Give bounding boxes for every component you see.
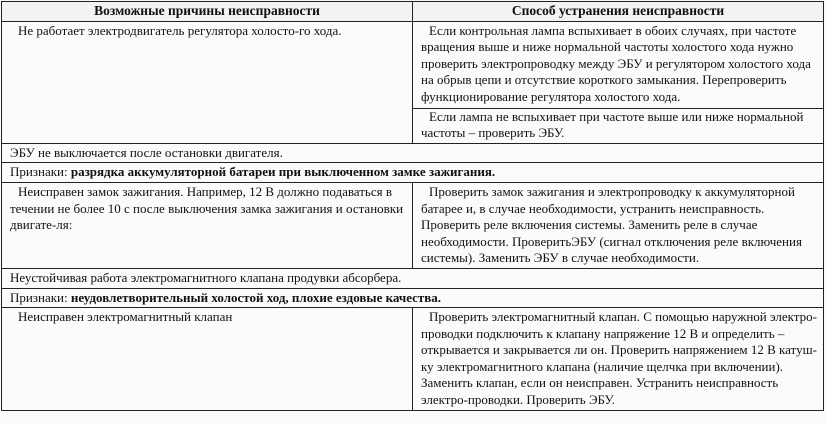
- cause-text: Не работает электродвигатель регулятора холосто-го хода.: [18, 22, 342, 38]
- cause-cell: [2, 21, 413, 143]
- remedy-cell: [413, 308, 824, 411]
- header-causes: Возможные причины неисправности: [2, 2, 413, 22]
- section-title: Неустойчивая работа электромагнитного клапана продувки абсорбера.: [2, 268, 824, 288]
- table-row: [2, 21, 824, 143]
- table-row: [2, 182, 824, 268]
- signs-label: Признаки:: [10, 164, 71, 180]
- remedy-text: Если лампа не вспыхивает при частоте выше или ниже нормальной частоты – проверить ЭБУ.: [421, 108, 804, 141]
- remedy-text: Если контрольная лампа вспыхивает в обоих случаях, при частоте вращения выше и ниже нормальной частоты холостого хода нужно проверить электропроводку между ЭБУ и регулятором холостого хода на обрыв цепи и отсутствие короткого замыкания. Перепроверить функционирование регулятора холостого хода.: [421, 22, 811, 104]
- remedy-cell: [413, 21, 824, 143]
- signs-text: неудовлетворительный холостой ход, плохие ездовые качества.: [70, 289, 442, 305]
- header-remedy: Способ устранения неисправности: [413, 2, 824, 22]
- remedy-cell: [413, 182, 824, 268]
- remedy-subcell: [413, 108, 823, 142]
- section-title: ЭБУ не выключается после остановки двигателя.: [2, 143, 824, 163]
- signs-row: [2, 163, 824, 183]
- cause-text: Неисправен замок зажигания. Например, 12 В должно подаваться в течении не более 10 с после выключения замка зажигания и остановки двигате-ля:: [10, 183, 404, 233]
- signs-row: [2, 288, 824, 308]
- section-title-row: [2, 268, 824, 288]
- cause-cell: [2, 308, 413, 411]
- cause-text: Неисправен электромагнитный клапан: [18, 309, 233, 325]
- table-row: [2, 308, 824, 411]
- signs-label: Признаки:: [10, 289, 71, 305]
- cause-cell: [2, 182, 413, 268]
- remedy-text: Проверить замок зажигания и электропроводку к аккумуляторной батарее и, в случае необходимости, устранить неисправность. Проверить реле включения системы. Заменить реле в случае необходимости. ПроверитьЭБУ (сигнал отключения реле включения системы). Заменить ЭБУ в случае необходимости.: [421, 183, 802, 266]
- troubleshooting-table: [1, 1, 824, 411]
- remedy-text: Проверить электромагнитный клапан. С помощью наружной электро-проводки подключить к клапану напряжение 12 В и определить – открывается и закрывается ли он. Проверить напряжением 12 В катуш-ку электромагнитного клапана (наличие щелчка при включении). Заменить клапан, если он неисправен. Устранить неисправность электро-проводки. Проверить ЭБУ.: [421, 309, 817, 408]
- section-title-row: [2, 143, 824, 163]
- signs-text: разрядка аккумуляторной батареи при выключенном замке зажигания.: [70, 164, 496, 180]
- header-row: [2, 2, 824, 22]
- signs-cell: [2, 288, 824, 308]
- signs-cell: [2, 163, 824, 183]
